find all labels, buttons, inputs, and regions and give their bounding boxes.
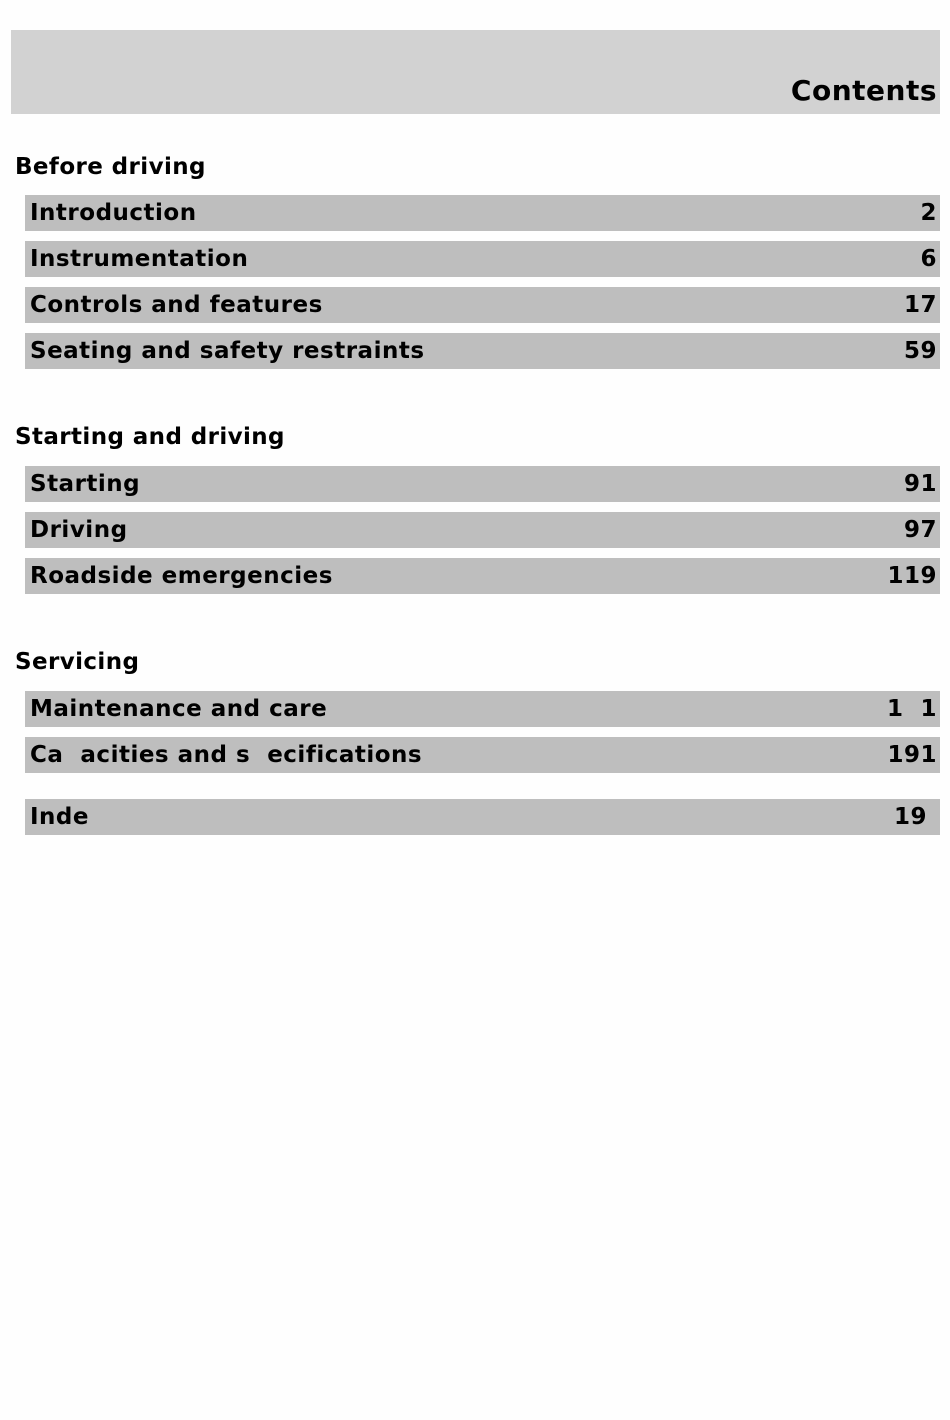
- toc-entry-title: Roadside emergencies: [30, 563, 333, 589]
- header-band: [11, 30, 940, 114]
- toc-entry-capacities-and-specifications[interactable]: [25, 737, 940, 773]
- toc-entry-page: 59: [903, 338, 937, 364]
- toc-entry-title: Seating and safety restraints: [30, 338, 425, 364]
- toc-entry-title: Inde: [30, 804, 89, 830]
- toc-entry-seating-and-safety-restraints[interactable]: [25, 333, 940, 369]
- section-heading-servicing: Servicing: [15, 649, 140, 675]
- toc-entry-driving[interactable]: [25, 512, 940, 548]
- toc-entry-title: Ca acities and s ecifications: [30, 742, 423, 768]
- toc-entry-title: Driving: [30, 517, 128, 543]
- toc-entry-title: Starting: [30, 471, 141, 497]
- toc-entry-page: 97: [903, 517, 937, 543]
- toc-entry-page: 19: [893, 804, 927, 830]
- toc-entry-index[interactable]: [25, 799, 940, 835]
- toc-entry-title: Controls and features: [30, 292, 323, 318]
- toc-entry-controls-and-features[interactable]: [25, 287, 940, 323]
- toc-entry-instrumentation[interactable]: [25, 241, 940, 277]
- section-heading-before-driving: Before driving: [15, 154, 206, 180]
- section-heading-starting-and-driving: Starting and driving: [15, 424, 285, 450]
- toc-entry-maintenance-and-care[interactable]: [25, 691, 940, 727]
- page-title: Contents: [790, 74, 937, 107]
- toc-entry-page: 91: [903, 471, 937, 497]
- toc-entry-starting[interactable]: [25, 466, 940, 502]
- toc-entry-title: Introduction: [30, 200, 197, 226]
- toc-entry-page: 119: [887, 563, 937, 589]
- toc-entry-page: 1 1: [886, 696, 937, 722]
- toc-entry-page: 17: [903, 292, 937, 318]
- toc-entry-page: 6: [920, 246, 937, 272]
- toc-entry-title: Maintenance and care: [30, 696, 328, 722]
- toc-entry-roadside-emergencies[interactable]: [25, 558, 940, 594]
- toc-entry-page: 191: [887, 742, 937, 768]
- toc-entry-page: 2: [920, 200, 937, 226]
- toc-entry-introduction[interactable]: [25, 195, 940, 231]
- toc-entry-title: Instrumentation: [30, 246, 249, 272]
